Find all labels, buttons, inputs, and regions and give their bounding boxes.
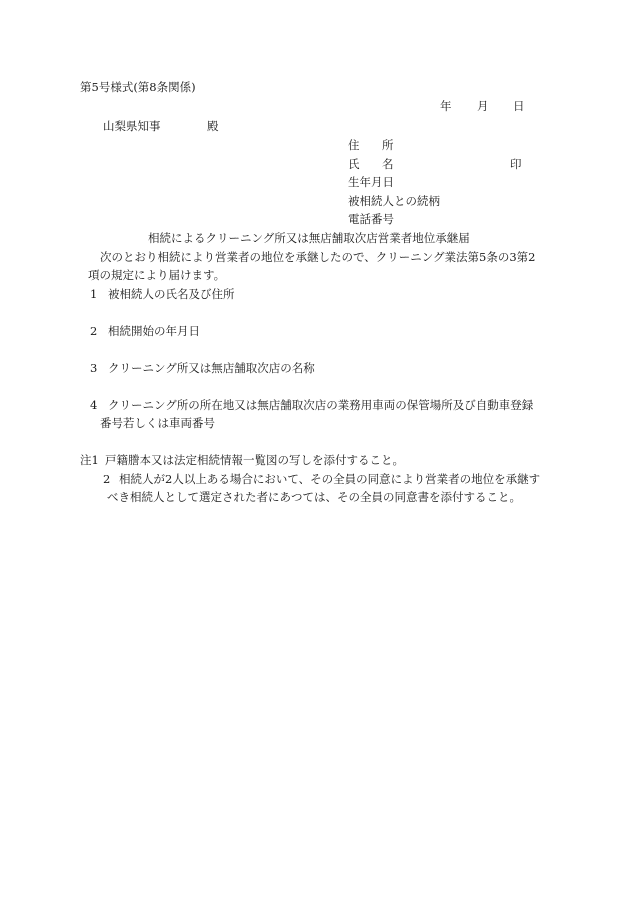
seal-mark: 印: [510, 157, 522, 171]
note-label: 注1: [80, 453, 99, 467]
note-2-number: 2: [103, 472, 111, 486]
relation-label: 被相続人との続柄: [348, 194, 440, 208]
date-month: 月: [477, 99, 489, 113]
name-label-1: 氏: [348, 157, 360, 171]
addressee-name: 山梨県知事: [103, 119, 161, 133]
item-number: 3: [90, 361, 98, 375]
date-year: 年: [440, 99, 452, 113]
item-text-line-2: 番号若しくは車両番号: [100, 416, 215, 430]
date-day: 日: [513, 99, 525, 113]
item-text: 被相続人の氏名及び住所: [108, 287, 235, 301]
address-label-1: 住: [348, 138, 360, 152]
note-1: 戸籍謄本又は法定相続情報一覧図の写しを添付すること。: [105, 453, 404, 467]
item-text: 相続開始の年月日: [108, 324, 200, 338]
address-label-2: 所: [382, 138, 394, 152]
note-2-line-2: べき相続人として選定された者にあつては、その全員の同意書を添付すること。: [107, 490, 521, 504]
body-line-1: 次のとおり相続により営業者の地位を承継したので、クリーニング業法第5条の3第2: [100, 250, 536, 264]
item-text: クリーニング所又は無店舗取次店の名称: [108, 361, 315, 375]
document-title: 相続によるクリーニング所又は無店舗取次店営業者地位承継届: [148, 231, 470, 245]
note-2-line-1: 相続人が2人以上ある場合において、その全員の同意により営業者の地位を承継す: [119, 472, 541, 486]
form-number: 第5号様式(第8条関係): [80, 80, 196, 94]
phone-label: 電話番号: [348, 212, 394, 226]
item-number: 4: [90, 398, 98, 412]
item-number: 2: [90, 324, 98, 338]
item-number: 1: [90, 287, 98, 301]
body-line-2: 項の規定により届けます。: [88, 268, 226, 282]
name-label-2: 名: [382, 157, 394, 171]
item-text-line-1: クリーニング所の所在地又は無店舗取次店の業務用車両の保管場所及び自動車登録: [108, 398, 534, 412]
addressee-honorific: 殿: [207, 119, 219, 133]
birthdate-label: 生年月日: [348, 175, 394, 189]
